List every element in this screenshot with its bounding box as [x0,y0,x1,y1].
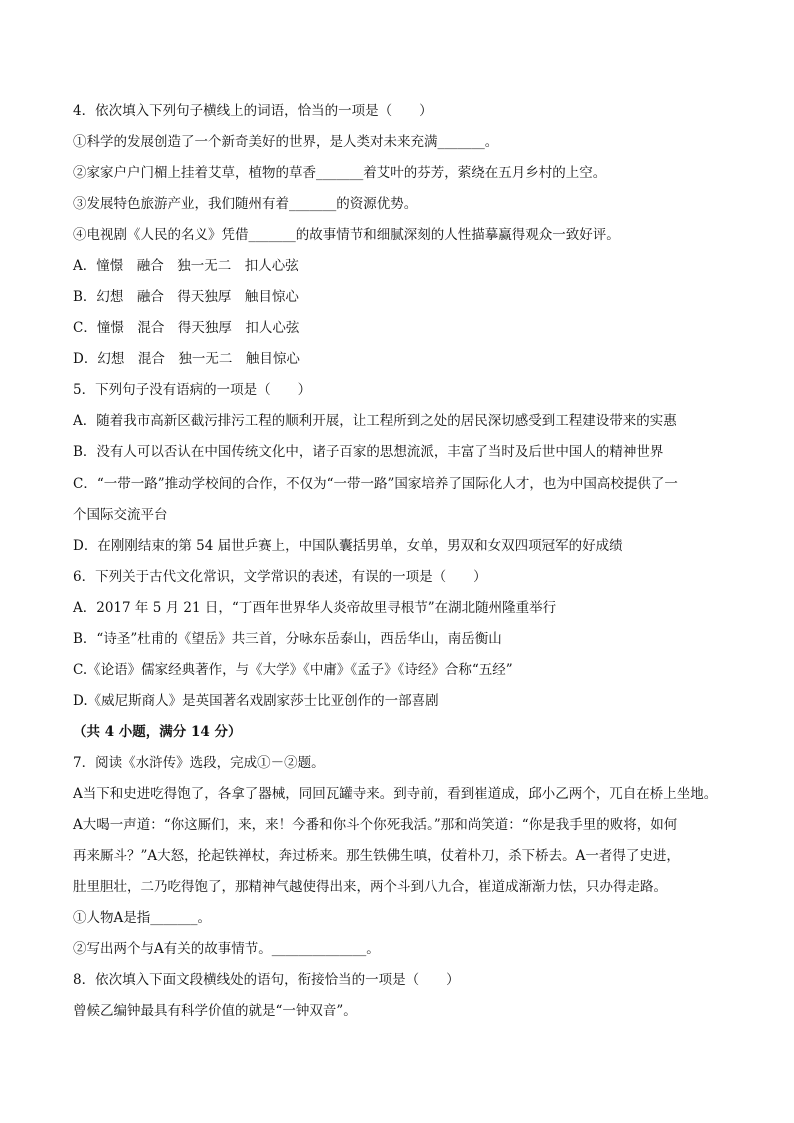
passage-line-3: 再来厮斗？”A大怒，抡起铁禅杖，奔过桥来。那生铁佛生嗔，仗着朴刀，杀下桥去。A一者得了史进， [73,848,680,864]
question-7-part-2: ②写出两个与A有关的故事情节。______________。 [73,941,380,957]
question-4-sentence-1: ①科学的发展创造了一个新奇美好的世界，是人类对未来充满_______。 [73,134,499,150]
question-4-sentence-2: ②家家户户门楣上挂着艾草，植物的草香_______着艾叶的芬芳，萦绕在五月乡村的上空。 [73,165,607,181]
question-7-part-1: ①人物A是指_______。 [73,910,211,926]
question-8-stem: 8．依次填入下面文段横线处的语句，衔接恰当的一项是（ ） [73,972,460,988]
question-4-sentence-4: ④电视剧《人民的名义》凭借_______的故事情节和细腻深刻的人性描摹赢得观众一致好评。 [73,227,620,243]
question-4-option-b: B．幻想 融合 得天独厚 触目惊心 [73,289,299,305]
question-5-option-c: C．“一带一路”推动学校间的合作，不仅为“一带一路”国家培养了国际化人才，也为中国高校提供了一 [73,476,678,492]
question-6-option-c: C.《论语》儒家经典著作，与《大学》《中庸》《孟子》《诗经》合称“五经” [73,662,513,678]
passage-line-2: A大喝一声道：“你这厮们，来，来！今番和你斗个你死我活。”那和尚笑道：“你是我手里的败将，如何 [73,817,678,833]
question-6-stem: 6．下列关于古代文化常识，文学常识的表述，有误的一项是（ ） [73,569,487,585]
question-4-option-d: D．幻想 混合 独一无二 触目惊心 [73,351,300,367]
question-4-option-a: A．憧憬 融合 独一无二 扣人心弦 [73,258,299,274]
passage-line-4: 肚里胆壮，二乃吃得饱了，那精神气越使得出来，两个斗到八九合，崔道成渐渐力怯，只办得走路。 [73,879,667,895]
question-4-sentence-3: ③发展特色旅游产业，我们随州有着_______的资源优势。 [73,196,418,212]
question-4-stem: 4．依次填入下列句子横线上的词语，恰当的一项是（ ） [73,103,433,119]
question-8-passage: 曾候乙编钟最具有科学价值的就是“一钟双音”。 [73,1003,357,1019]
question-6-option-d: D.《威尼斯商人》是英国著名戏剧家莎士比亚创作的一部喜剧 [73,693,439,709]
section-heading: （共 4 小题，满分 14 分） [73,724,242,740]
passage-line-1: A当下和史进吃得饱了，各拿了器械，同回瓦罐寺来。到寺前，看到崔道成，邱小乙两个，兀自在桥上坐地。 [73,786,718,802]
question-4-option-c: C．憧憬 混合 得天独厚 扣人心弦 [73,320,300,336]
question-5-option-b: B．没有人可以否认在中国传统文化中，诸子百家的思想流派，丰富了当时及后世中国人的精神世界 [73,444,664,460]
question-5-option-a: A．随着我市高新区截污排污工程的顺利开展，让工程所到之处的居民深切感受到工程建设带来的实惠 [73,413,677,429]
question-6-option-b: B．“诗圣”杜甫的《望岳》共三首，分咏东岳泰山，西岳华山，南岳衡山 [73,631,502,647]
question-7-stem: 7．阅读《水浒传》选段，完成①－②题。 [73,755,325,771]
question-5-stem: 5．下列句子没有语病的一项是（ ） [73,382,312,398]
question-5-option-c-cont: 个国际交流平台 [73,507,168,523]
question-6-option-a: A．2017 年 5 月 21 日，“丁酉年世界华人炎帝故里寻根节”在湖北随州隆重举行 [73,600,557,616]
question-5-option-d: D．在刚刚结束的第 54 届世乒赛上，中国队囊括男单，女单，男双和女双四项冠军的好成绩 [73,538,623,554]
